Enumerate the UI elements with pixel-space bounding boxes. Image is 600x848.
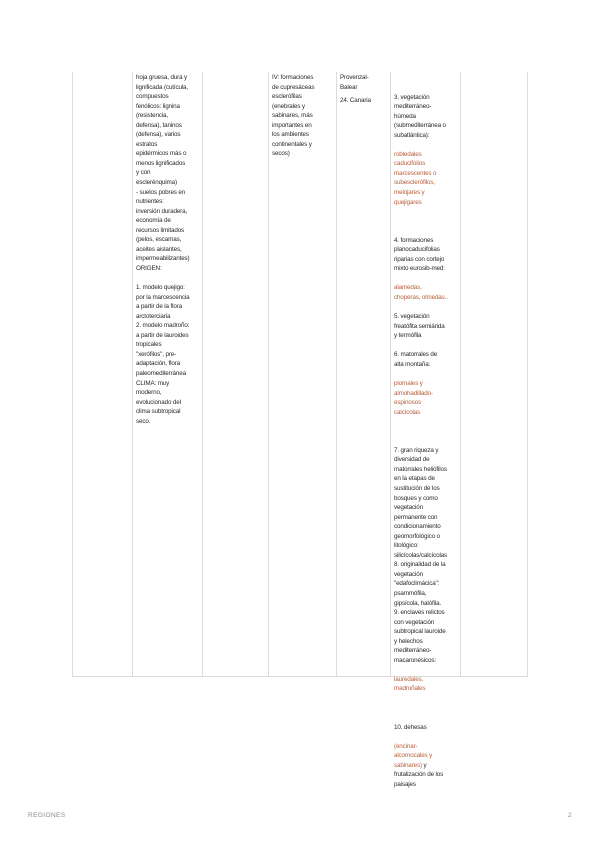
- formations-text: IV: formaciones de cupresáceas esclerófilas (enebrales y sabinares, más importantes en los ambientes continentales y secos): [272, 74, 315, 158]
- item-3-text: 3. vegetación mediterráneo- húmeda (submediterránea o subatlántica):: [394, 93, 446, 139]
- item-10-continued: [394, 742, 460, 790]
- vegetation-list: [391, 72, 460, 799]
- footer-section-title: REGIONES: [28, 812, 66, 819]
- item-5-text: 5. vegetación freatófita semiárida y termófila: [394, 313, 445, 340]
- table-column-2: [132, 72, 202, 676]
- table-column-4: [268, 72, 336, 676]
- item-6-highlight: piornales y almohadillado- espinosos calcícolas: [394, 379, 433, 416]
- content-table: [72, 72, 528, 788]
- province-canaria: 24. Canaria: [340, 97, 371, 105]
- item-4-highlight: alamedas, choperas, olmedas..: [394, 284, 448, 302]
- table-column-3: [202, 72, 268, 676]
- table-column-7: [460, 72, 528, 676]
- item-10-text: 10. dehesas: [394, 723, 427, 731]
- item-9-highlight: lauredales, madroñales: [394, 675, 426, 693]
- leaf-traits-text: hoja gruesa, dura y lignificada (cutícula, compuestos fenólicos: lignina (resistencia, defensa), taninos (defensa), varios estratos epidérmicos más o menos lignificados y con esclerénquima) - suelos pobres en nutrientes: inversión duradera, economía de recursos limitados (pelos, escamas, aceites aislantes, impermeabilizantes) ORIGEN: 1. modelo quejigo: por la marcescencia a partir de la flora arctoterciaria 2. modelo madroño: a partir de lauroides tropicales "xerófilos", pre- adaptación, flora paleomediterránea CLIMA: muy moderno, evolucionado del clima subtropical seco.: [136, 74, 190, 425]
- item-4-text: 4. formaciones planocaducifolias riparias con cortejo mixto eurosib-med:: [394, 236, 445, 273]
- item-10-highlight: (encinar- alcornocales y sabinares): [394, 742, 433, 769]
- item-3-highlight: robledales caducifolios marcescentes o subesclerófilos, melojares y quejigares: [394, 150, 437, 206]
- footer-page-number: 2: [567, 812, 572, 819]
- table-column-5: [336, 72, 390, 676]
- table-column-1: [72, 72, 132, 676]
- table-column-6: [390, 72, 460, 788]
- item-6-text: 6. matorrales de alta montaña:: [394, 351, 438, 368]
- item-10-tail: y frutalización de los paisajes: [394, 761, 444, 788]
- province-provenzal-balear: Provenzal- Balear: [340, 74, 369, 91]
- item-7-9-text: 7. gran riqueza y diversidad de matorrales heliófilos en la etapas de sustitución de los bosques y como vegetación permanente con condicionamiento geomorfológico o litológico: silicícolas/calcícolas 8. originalidad de la vegetación "edafoclimácica": psammófila, gipsícola, halófila. 9. enclaves relictos con vegetación subtropical lauroide y helechos mediterráneo- macaronésicos:: [394, 446, 448, 664]
